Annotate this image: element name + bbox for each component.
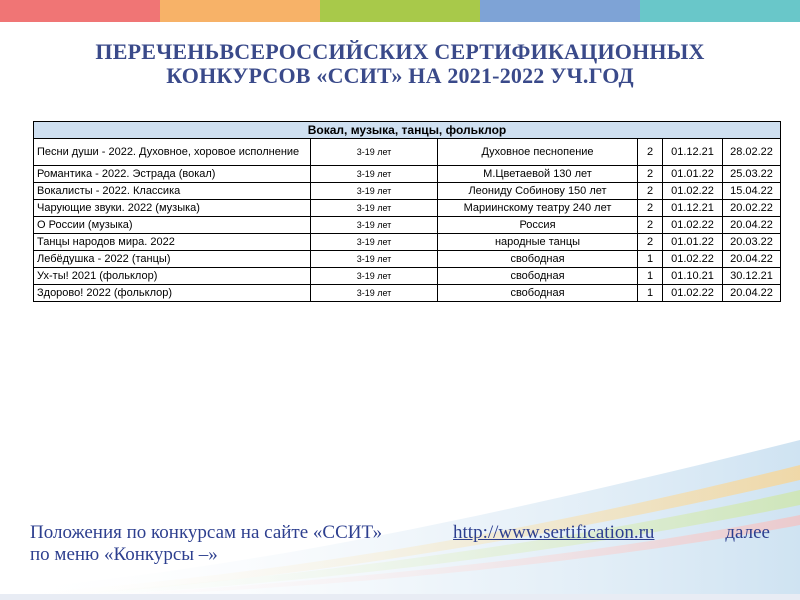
age-range-cell: 3-19 лет bbox=[311, 285, 438, 302]
start-date-cell: 01.12.21 bbox=[663, 139, 723, 166]
top-bar-segment bbox=[480, 0, 640, 22]
end-date-cell: 15.04.22 bbox=[723, 183, 781, 200]
table-row bbox=[34, 285, 781, 302]
age-range-cell: 3-19 лет bbox=[311, 234, 438, 251]
start-date-cell: 01.01.22 bbox=[663, 234, 723, 251]
contest-name-cell: Здорово! 2022 (фольклор) bbox=[34, 285, 311, 302]
footer-text: Положения по конкурсам на сайте «ССИТ» bbox=[30, 522, 383, 543]
theme-cell: свободная bbox=[438, 268, 638, 285]
stage-count-cell: 2 bbox=[638, 139, 663, 166]
age-range-cell: 3-19 лет bbox=[311, 268, 438, 285]
contest-name-cell: Романтика - 2022. Эстрада (вокал) bbox=[34, 166, 311, 183]
stage-count-cell: 1 bbox=[638, 285, 663, 302]
end-date-cell: 28.02.22 bbox=[723, 139, 781, 166]
table-header: Вокал, музыка, танцы, фольклор bbox=[34, 122, 781, 139]
decorative-swoosh bbox=[0, 420, 800, 600]
footer-text-after: далее bbox=[725, 522, 770, 543]
stage-count-cell: 2 bbox=[638, 217, 663, 234]
page-title bbox=[0, 40, 800, 88]
top-bar-segment bbox=[0, 0, 160, 22]
contest-name-cell: Танцы народов мира. 2022 bbox=[34, 234, 311, 251]
bottom-strip bbox=[0, 594, 800, 600]
start-date-cell: 01.02.22 bbox=[663, 251, 723, 268]
table-row bbox=[34, 251, 781, 268]
table-row bbox=[34, 234, 781, 251]
start-date-cell: 01.01.22 bbox=[663, 166, 723, 183]
theme-cell: Россия bbox=[438, 217, 638, 234]
table-row bbox=[34, 139, 781, 166]
end-date-cell: 20.04.22 bbox=[723, 285, 781, 302]
end-date-cell: 20.03.22 bbox=[723, 234, 781, 251]
contest-name-cell: Лебёдушка - 2022 (танцы) bbox=[34, 251, 311, 268]
contest-table bbox=[33, 121, 781, 302]
top-color-bar bbox=[0, 0, 800, 22]
start-date-cell: 01.02.22 bbox=[663, 183, 723, 200]
contest-name-cell: Вокалисты - 2022. Классика bbox=[34, 183, 311, 200]
title-line-1: ПЕРЕЧЕНЬВСЕРОССИЙСКИХ СЕРТИФИКАЦИОННЫХ bbox=[95, 39, 705, 64]
table-row bbox=[34, 217, 781, 234]
table-header-row bbox=[34, 122, 781, 139]
stage-count-cell: 2 bbox=[638, 200, 663, 217]
start-date-cell: 01.10.21 bbox=[663, 268, 723, 285]
theme-cell: Духовное песнопение bbox=[438, 139, 638, 166]
top-bar-segment bbox=[640, 0, 800, 22]
end-date-cell: 20.04.22 bbox=[723, 217, 781, 234]
contest-name-cell: Песни души - 2022. Духовное, хоровое исполнение bbox=[34, 139, 311, 166]
footer-note bbox=[30, 522, 770, 566]
end-date-cell: 30.12.21 bbox=[723, 268, 781, 285]
theme-cell: Леониду Собинову 150 лет bbox=[438, 183, 638, 200]
theme-cell: народные танцы bbox=[438, 234, 638, 251]
age-range-cell: 3-19 лет bbox=[311, 139, 438, 166]
age-range-cell: 3-19 лет bbox=[311, 217, 438, 234]
table-row bbox=[34, 166, 781, 183]
table-row bbox=[34, 200, 781, 217]
end-date-cell: 20.02.22 bbox=[723, 200, 781, 217]
stage-count-cell: 2 bbox=[638, 183, 663, 200]
contest-name-cell: О России (музыка) bbox=[34, 217, 311, 234]
contest-name-cell: Чарующие звуки. 2022 (музыка) bbox=[34, 200, 311, 217]
stage-count-cell: 2 bbox=[638, 234, 663, 251]
stage-count-cell: 1 bbox=[638, 268, 663, 285]
start-date-cell: 01.12.21 bbox=[663, 200, 723, 217]
top-bar-segment bbox=[160, 0, 320, 22]
table-row bbox=[34, 183, 781, 200]
end-date-cell: 20.04.22 bbox=[723, 251, 781, 268]
theme-cell: свободная bbox=[438, 285, 638, 302]
age-range-cell: 3-19 лет bbox=[311, 251, 438, 268]
top-bar-segment bbox=[320, 0, 480, 22]
site-link[interactable]: http://www.sertification.ru bbox=[453, 522, 655, 543]
age-range-cell: 3-19 лет bbox=[311, 200, 438, 217]
contest-table-wrapper bbox=[33, 121, 773, 302]
footer-line-2: по меню «Конкурсы –» bbox=[30, 544, 218, 565]
theme-cell: Мариинскому театру 240 лет bbox=[438, 200, 638, 217]
stage-count-cell: 1 bbox=[638, 251, 663, 268]
stage-count-cell: 2 bbox=[638, 166, 663, 183]
end-date-cell: 25.03.22 bbox=[723, 166, 781, 183]
title-line-2: КОНКУРСОВ «ССИТ» НА 2021-2022 УЧ.ГОД bbox=[166, 63, 634, 88]
contest-name-cell: Ух-ты! 2021 (фольклор) bbox=[34, 268, 311, 285]
start-date-cell: 01.02.22 bbox=[663, 217, 723, 234]
age-range-cell: 3-19 лет bbox=[311, 166, 438, 183]
start-date-cell: 01.02.22 bbox=[663, 285, 723, 302]
footer-line-1 bbox=[30, 522, 770, 544]
theme-cell: М.Цветаевой 130 лет bbox=[438, 166, 638, 183]
age-range-cell: 3-19 лет bbox=[311, 183, 438, 200]
theme-cell: свободная bbox=[438, 251, 638, 268]
table-row bbox=[34, 268, 781, 285]
